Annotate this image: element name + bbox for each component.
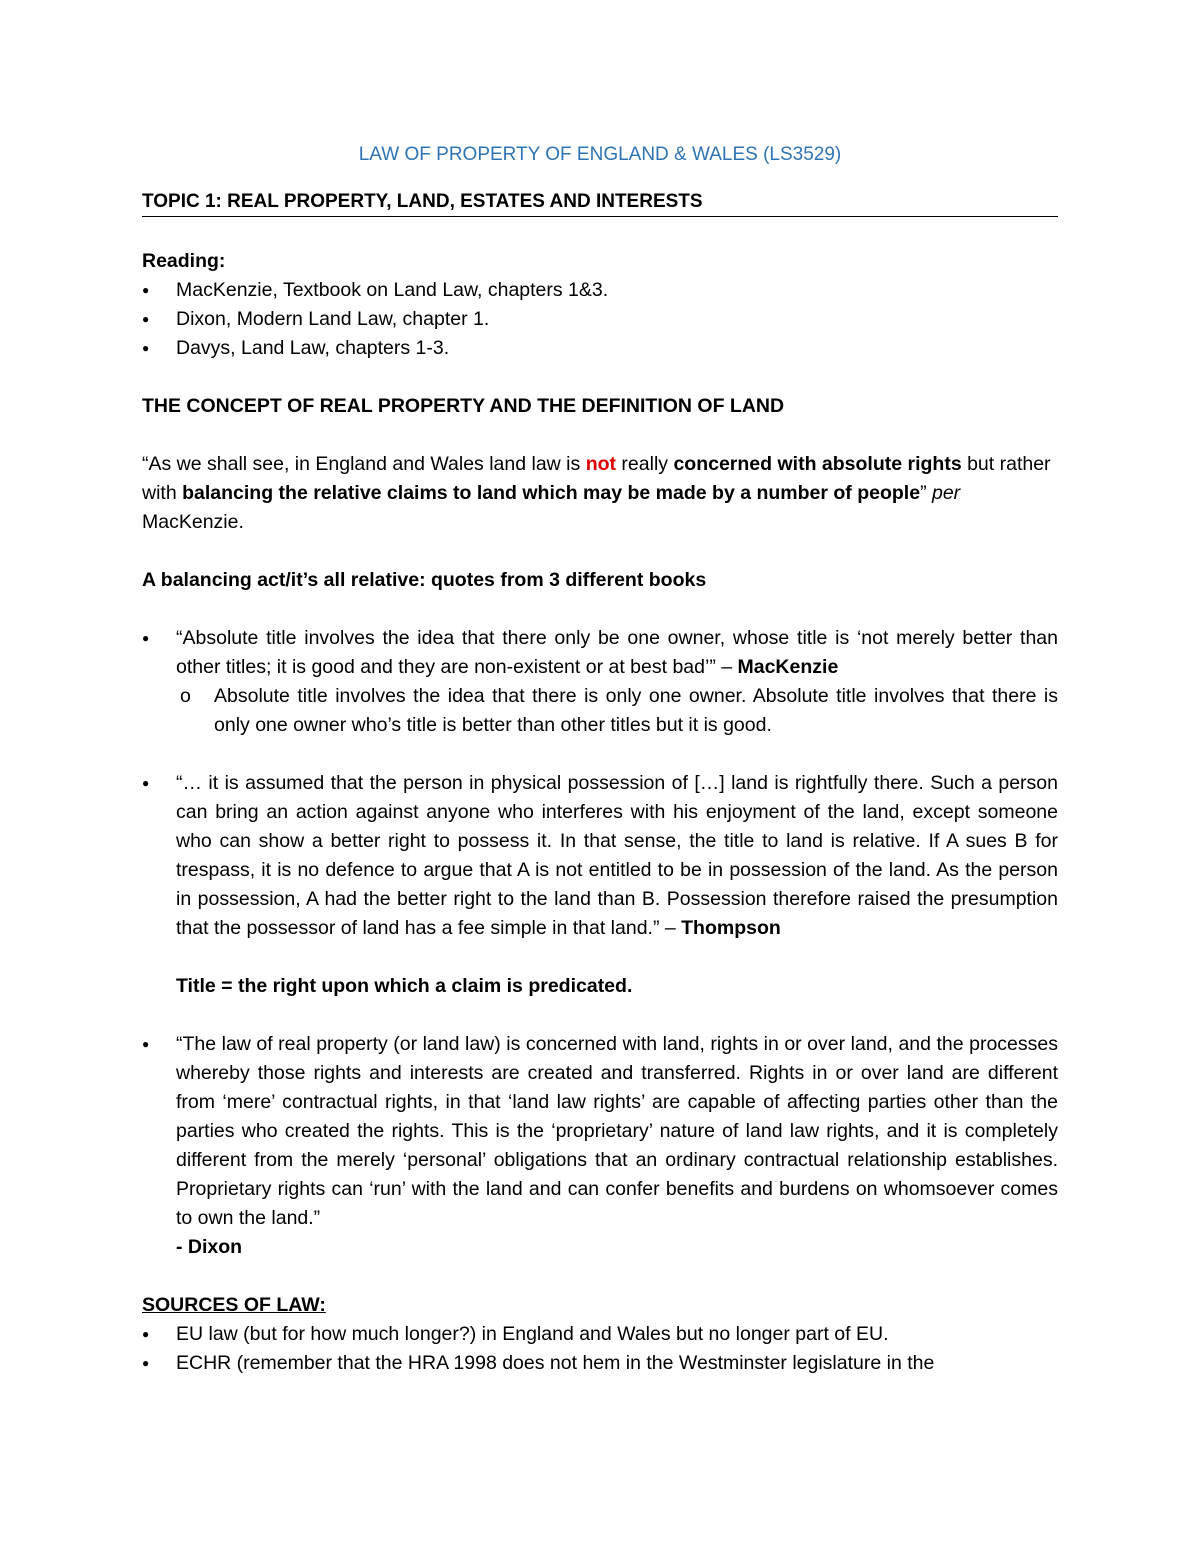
quote-list-3 bbox=[142, 1030, 1058, 1262]
title-definition-note: Title = the right upon which a claim is predicated. bbox=[176, 975, 633, 997]
sources-heading: SOURCES OF LAW: bbox=[142, 1294, 326, 1316]
list-item: ● EU law (but for how much longer?) in England and Wales but no longer part of EU. bbox=[142, 1320, 1058, 1349]
list-item: o Absolute title involves the idea that there is only one owner. Absolute title involves that there is only one owner who’s title is better than other titles but it is good. bbox=[142, 682, 1058, 740]
document-title: LAW OF PROPERTY OF ENGLAND & WALES (LS3529) bbox=[358, 144, 842, 165]
list-item: ● MacKenzie, Textbook on Land Law, chapters 1&3. bbox=[142, 276, 1058, 305]
reading-list bbox=[142, 276, 1058, 363]
list-item: ● “The law of real property (or land law) is concerned with land, rights in or over land, and the processes whereby those rights and interests are created and transferred. Rights in or over land are different from ‘mere’ contractual rights, in that ‘land law rights’ are capable of affecting parties other than the parties who created the rights. This is the ‘proprietary’ nature of land law rights, and it is completely different from the merely ‘personal’ obligations that an ordinary contractual relationship establishes. Proprietary rights can ‘run’ with the land and can confer benefits and burdens on whomsoever comes to own the land.” - Dixon bbox=[142, 1030, 1058, 1262]
list-item: ● “Absolute title involves the idea that there only be one owner, whose title is ‘not merely better than other titles; it is good and they are non-existent or at best bad’” – MacKenzie o Absolute title involves the idea that there is only one owner. Absolute title involves that there is only one owner who’s title is better than other titles but it is good. bbox=[142, 624, 1058, 740]
emphasis-not: not bbox=[585, 453, 617, 475]
list-item: ● “… it is assumed that the person in physical possession of […] land is rightfully there. Such a person can bring an action against anyone who interferes with his enjoyment of the land, except someone who can show a better right to possess it. In that sense, the title to land is relative. If A sues B for trespass, it is no defence to argue that A is not entitled to be in possession of the land. As the person in possession, A had the better right to the land than B. Possession therefore raised the presumption that the possessor of land has a fee simple in that land.” – Thompson bbox=[142, 769, 1058, 943]
document-body bbox=[142, 140, 1058, 1378]
list-item: ● Dixon, Modern Land Law, chapter 1. bbox=[142, 305, 1058, 334]
mackenzie-quote: “As we shall see, in England and Wales land law is not really concerned with absolute rights but rather with balancing the relative claims to land which may be made by a number of people” per MacKenzie. bbox=[142, 453, 1051, 533]
concept-heading: THE CONCEPT OF REAL PROPERTY AND THE DEFINITION OF LAND bbox=[142, 395, 785, 417]
balancing-heading: A balancing act/it’s all relative: quotes from 3 different books bbox=[142, 569, 707, 591]
quote-list-1 bbox=[142, 624, 1058, 740]
list-item: ● ECHR (remember that the HRA 1998 does not hem in the Westminster legislature in the bbox=[142, 1349, 1058, 1378]
list-item: ● Davys, Land Law, chapters 1-3. bbox=[142, 334, 1058, 363]
reading-heading: Reading: bbox=[142, 250, 226, 272]
sub-list bbox=[142, 682, 1058, 740]
sources-list bbox=[142, 1320, 1058, 1378]
quote-list-2 bbox=[142, 769, 1058, 943]
topic-heading: TOPIC 1: REAL PROPERTY, LAND, ESTATES AND INTERESTS bbox=[142, 187, 1058, 217]
